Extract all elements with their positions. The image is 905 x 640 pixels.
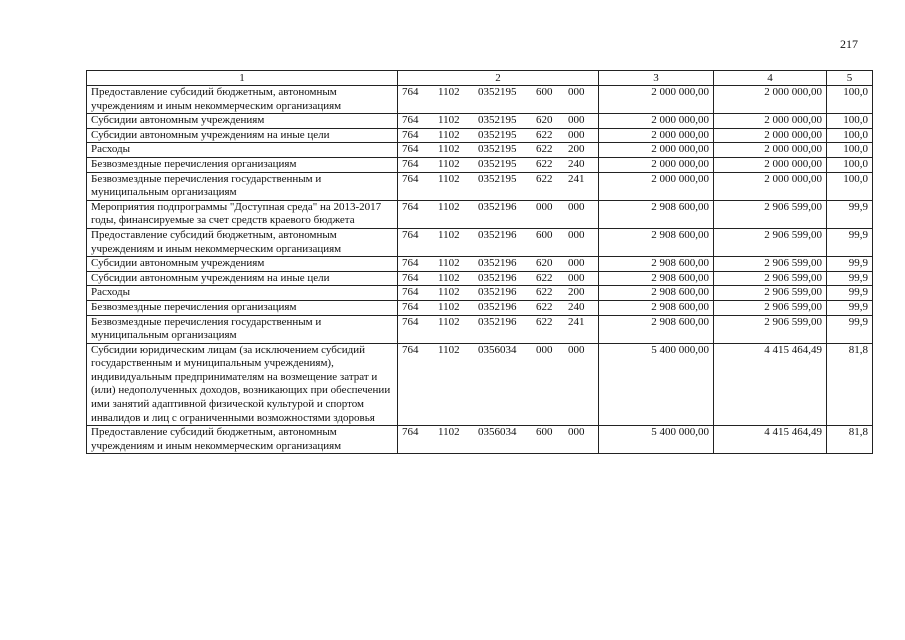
code-kosgu: 000 <box>568 271 585 284</box>
code-kosgu: 200 <box>568 286 585 299</box>
row-name: Субсидии автономным учреждениям на иные цели <box>87 128 398 143</box>
row-name: Предоставление субсидий бюджетным, автономным учреждениям и иным некоммерческим организациям <box>87 426 398 454</box>
row-name: Расходы <box>87 286 398 301</box>
row-plan-amount: 5 400 000,00 <box>599 426 714 454</box>
code-kosgu: 000 <box>568 200 585 213</box>
code-kosgu: 000 <box>568 257 585 270</box>
row-percent: 99,9 <box>827 300 873 315</box>
table-row <box>87 315 873 343</box>
row-codes <box>398 86 599 114</box>
code-chapter: 764 <box>402 315 419 328</box>
row-actual-amount: 4 415 464,49 <box>714 343 827 426</box>
code-target: 0356034 <box>478 343 517 356</box>
table-row <box>87 271 873 286</box>
code-kosgu: 000 <box>568 343 585 356</box>
row-actual-amount: 2 906 599,00 <box>714 271 827 286</box>
row-name: Субсидии автономным учреждениям <box>87 257 398 272</box>
code-expense-type: 622 <box>536 315 553 328</box>
row-name: Субсидии автономным учреждениям на иные цели <box>87 271 398 286</box>
row-codes <box>398 157 599 172</box>
row-actual-amount: 4 415 464,49 <box>714 426 827 454</box>
row-plan-amount: 2 908 600,00 <box>599 200 714 228</box>
code-target: 0352196 <box>478 286 517 299</box>
row-name: Расходы <box>87 143 398 158</box>
code-target: 0352195 <box>478 143 517 156</box>
code-target: 0352196 <box>478 315 517 328</box>
table-row <box>87 286 873 301</box>
table-row <box>87 343 873 426</box>
row-name: Субсидии юридическим лицам (за исключением субсидий государственным и муниципальным учреждениям), индивидуальным предпринимателям на возмещение затрат и (или) недополученных доходов, возникающих при обеспечении ими занятий адаптивной физической культурой и спортом инвалидов и лиц с ограниченными возможностями здоровья <box>87 343 398 426</box>
code-section: 1102 <box>438 286 460 299</box>
row-codes <box>398 128 599 143</box>
row-percent: 100,0 <box>827 172 873 200</box>
table-row <box>87 128 873 143</box>
code-section: 1102 <box>438 128 460 141</box>
code-kosgu: 000 <box>568 228 585 241</box>
row-plan-amount: 2 908 600,00 <box>599 228 714 256</box>
code-chapter: 764 <box>402 343 419 356</box>
code-expense-type: 620 <box>536 114 553 127</box>
row-percent: 100,0 <box>827 143 873 158</box>
code-section: 1102 <box>438 343 460 356</box>
row-actual-amount: 2 906 599,00 <box>714 286 827 301</box>
table-row <box>87 86 873 114</box>
code-section: 1102 <box>438 86 460 98</box>
table-row <box>87 114 873 129</box>
row-plan-amount: 2 000 000,00 <box>599 157 714 172</box>
row-plan-amount: 2 000 000,00 <box>599 86 714 114</box>
row-name: Субсидии автономным учреждениям <box>87 114 398 129</box>
row-codes <box>398 286 599 301</box>
row-actual-amount: 2 000 000,00 <box>714 157 827 172</box>
code-chapter: 764 <box>402 143 419 156</box>
code-target: 0352195 <box>478 114 517 127</box>
row-plan-amount: 2 000 000,00 <box>599 114 714 129</box>
header-col-1: 1 <box>87 71 398 86</box>
row-actual-amount: 2 906 599,00 <box>714 228 827 256</box>
row-percent: 81,8 <box>827 343 873 426</box>
code-chapter: 764 <box>402 271 419 284</box>
code-target: 0352196 <box>478 228 517 241</box>
code-chapter: 764 <box>402 128 419 141</box>
page-number: 217 <box>840 37 858 51</box>
code-section: 1102 <box>438 143 460 156</box>
row-codes <box>398 257 599 272</box>
code-section: 1102 <box>438 315 460 328</box>
row-codes <box>398 143 599 158</box>
code-expense-type: 622 <box>536 172 553 185</box>
code-expense-type: 622 <box>536 143 553 156</box>
code-kosgu: 000 <box>568 86 585 98</box>
row-codes <box>398 228 599 256</box>
code-expense-type: 622 <box>536 128 553 141</box>
table-row <box>87 143 873 158</box>
row-percent: 99,9 <box>827 315 873 343</box>
code-chapter: 764 <box>402 426 419 439</box>
code-section: 1102 <box>438 271 460 284</box>
code-expense-type: 000 <box>536 343 553 356</box>
code-kosgu: 241 <box>568 315 585 328</box>
code-section: 1102 <box>438 114 460 127</box>
row-plan-amount: 2 000 000,00 <box>599 172 714 200</box>
code-target: 0356034 <box>478 426 517 439</box>
row-name: Безвозмездные перечисления организациям <box>87 157 398 172</box>
row-percent: 99,9 <box>827 271 873 286</box>
row-name: Предоставление субсидий бюджетным, автономным учреждениям и иным некоммерческим организациям <box>87 228 398 256</box>
code-chapter: 764 <box>402 228 419 241</box>
code-kosgu: 000 <box>568 128 585 141</box>
row-plan-amount: 2 908 600,00 <box>599 300 714 315</box>
row-percent: 99,9 <box>827 286 873 301</box>
row-actual-amount: 2 000 000,00 <box>714 143 827 158</box>
code-chapter: 764 <box>402 172 419 185</box>
code-target: 0352196 <box>478 200 517 213</box>
code-expense-type: 622 <box>536 300 553 313</box>
code-chapter: 764 <box>402 200 419 213</box>
row-plan-amount: 2 000 000,00 <box>599 143 714 158</box>
code-target: 0352196 <box>478 300 517 313</box>
code-section: 1102 <box>438 172 460 185</box>
table-row <box>87 200 873 228</box>
code-target: 0352195 <box>478 157 517 170</box>
row-plan-amount: 5 400 000,00 <box>599 343 714 426</box>
row-actual-amount: 2 906 599,00 <box>714 300 827 315</box>
table-body <box>87 86 873 454</box>
code-expense-type: 622 <box>536 157 553 170</box>
row-codes <box>398 200 599 228</box>
row-percent: 99,9 <box>827 257 873 272</box>
code-kosgu: 240 <box>568 300 585 313</box>
code-target: 0352196 <box>478 257 517 270</box>
row-percent: 99,9 <box>827 200 873 228</box>
header-col-5: 5 <box>827 71 873 86</box>
row-percent: 100,0 <box>827 157 873 172</box>
code-section: 1102 <box>438 200 460 213</box>
code-kosgu: 241 <box>568 172 585 185</box>
code-kosgu: 000 <box>568 426 585 439</box>
header-col-2: 2 <box>398 71 599 86</box>
table-row <box>87 157 873 172</box>
row-codes <box>398 172 599 200</box>
code-section: 1102 <box>438 426 460 439</box>
row-actual-amount: 2 906 599,00 <box>714 315 827 343</box>
code-expense-type: 000 <box>536 200 553 213</box>
row-name: Безвозмездные перечисления государственным и муниципальным организациям <box>87 315 398 343</box>
table-row <box>87 228 873 256</box>
row-name: Предоставление субсидий бюджетным, автономным учреждениям и иным некоммерческим организациям <box>87 86 398 114</box>
code-expense-type: 622 <box>536 271 553 284</box>
header-col-3: 3 <box>599 71 714 86</box>
row-codes <box>398 114 599 129</box>
row-codes <box>398 315 599 343</box>
code-kosgu: 200 <box>568 143 585 156</box>
row-name: Мероприятия подпрограммы "Доступная среда" на 2013-2017 годы, финансируемые за счет средств краевого бюджета <box>87 200 398 228</box>
row-percent: 100,0 <box>827 86 873 114</box>
table-header-row <box>87 71 873 86</box>
code-expense-type: 620 <box>536 257 553 270</box>
row-actual-amount: 2 906 599,00 <box>714 200 827 228</box>
row-percent: 100,0 <box>827 114 873 129</box>
row-plan-amount: 2 908 600,00 <box>599 257 714 272</box>
code-expense-type: 600 <box>536 86 553 98</box>
row-plan-amount: 2 908 600,00 <box>599 271 714 286</box>
code-target: 0352195 <box>478 128 517 141</box>
code-section: 1102 <box>438 228 460 241</box>
code-chapter: 764 <box>402 300 419 313</box>
code-kosgu: 000 <box>568 114 585 127</box>
row-plan-amount: 2 908 600,00 <box>599 286 714 301</box>
row-percent: 100,0 <box>827 128 873 143</box>
code-chapter: 764 <box>402 157 419 170</box>
row-actual-amount: 2 000 000,00 <box>714 114 827 129</box>
row-actual-amount: 2 000 000,00 <box>714 128 827 143</box>
row-codes <box>398 271 599 286</box>
code-chapter: 764 <box>402 114 419 127</box>
row-actual-amount: 2 906 599,00 <box>714 257 827 272</box>
row-plan-amount: 2 908 600,00 <box>599 315 714 343</box>
code-chapter: 764 <box>402 86 419 98</box>
code-expense-type: 600 <box>536 228 553 241</box>
code-target: 0352195 <box>478 86 517 98</box>
row-codes <box>398 300 599 315</box>
header-col-4: 4 <box>714 71 827 86</box>
row-name: Безвозмездные перечисления государственным и муниципальным организациям <box>87 172 398 200</box>
row-codes <box>398 426 599 454</box>
code-target: 0352195 <box>478 172 517 185</box>
code-chapter: 764 <box>402 257 419 270</box>
row-name: Безвозмездные перечисления организациям <box>87 300 398 315</box>
row-actual-amount: 2 000 000,00 <box>714 86 827 114</box>
code-chapter: 764 <box>402 286 419 299</box>
table-row <box>87 300 873 315</box>
code-expense-type: 600 <box>536 426 553 439</box>
code-section: 1102 <box>438 157 460 170</box>
table-row <box>87 426 873 454</box>
code-section: 1102 <box>438 300 460 313</box>
row-actual-amount: 2 000 000,00 <box>714 172 827 200</box>
table-row <box>87 172 873 200</box>
table-row <box>87 257 873 272</box>
code-expense-type: 622 <box>536 286 553 299</box>
row-codes <box>398 343 599 426</box>
budget-execution-table <box>86 70 873 454</box>
row-plan-amount: 2 000 000,00 <box>599 128 714 143</box>
row-percent: 81,8 <box>827 426 873 454</box>
row-percent: 99,9 <box>827 228 873 256</box>
code-kosgu: 240 <box>568 157 585 170</box>
code-section: 1102 <box>438 257 460 270</box>
code-target: 0352196 <box>478 271 517 284</box>
